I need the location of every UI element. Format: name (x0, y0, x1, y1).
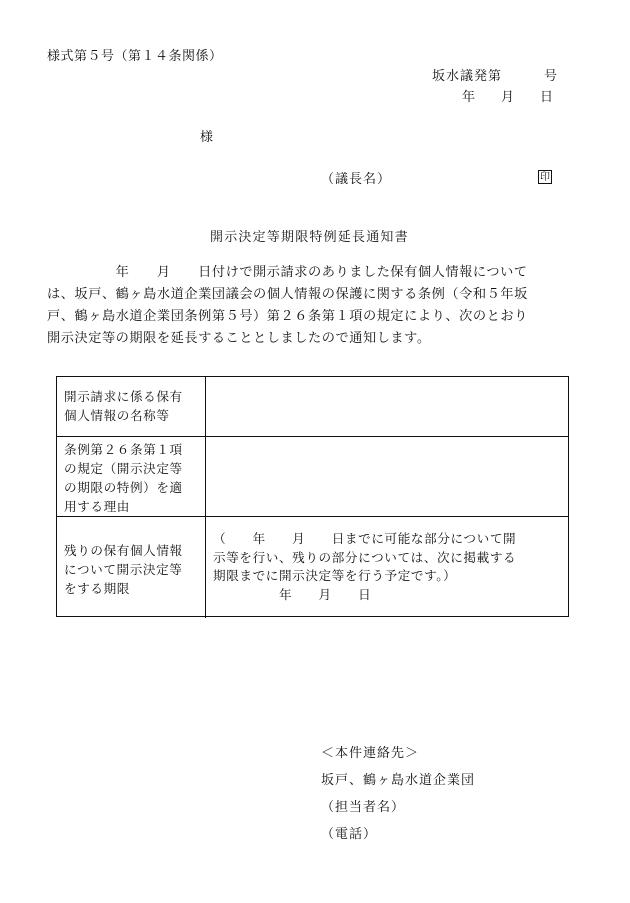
row-label: 開示請求に係る保有 個人情報の名称等 (57, 377, 206, 436)
contact-heading: ＜本件連絡先＞ (321, 746, 420, 761)
contact-organization: 坂戸、鶴ヶ島水道企業団 (321, 773, 476, 788)
body-paragraph (47, 262, 587, 350)
body-line: は、坂戸、鶴ヶ島水道企業団議会の個人情報の保護に関する条例（令和５年坂 (47, 287, 528, 302)
sender-title: （議長名） (321, 172, 392, 187)
info-table (56, 376, 569, 617)
contact-person: （担当者名） (321, 800, 406, 815)
addressee-honorific: 様 (200, 130, 214, 145)
table-row-reason (57, 436, 568, 517)
form-number: 様式第５号（第１４条関係） (47, 49, 223, 64)
table-row-deadline (57, 516, 568, 618)
contact-phone: （電話） (321, 827, 378, 842)
table-row-requested-info (57, 377, 568, 436)
row-value-empty (207, 437, 568, 517)
body-line: 戸、鶴ヶ島水道企業団条例第５号）第２６条第１項の規定により、次のとおり (47, 309, 528, 324)
body-line: 開示決定等の期限を延長することとしましたので通知します。 (47, 331, 431, 346)
row-label: 残りの保有個人情報 について開示決定等 をする期限 (57, 517, 206, 618)
document-date: 年 月 日 (462, 90, 554, 105)
contact-block (321, 742, 475, 850)
seal-mark: 印 (540, 172, 550, 183)
body-line: 年 月 日付けで開示請求のありました保有個人情報について (47, 265, 528, 280)
row-value-empty (207, 377, 568, 436)
document-title: 開示決定等期限特例延長通知書 (210, 230, 409, 245)
row-label: 条例第２６条第１項 の規定（開示決定等 の期限の特例）を適 用する理由 (57, 437, 206, 517)
deadline-details: （ 年 月 日までに可能な部分について開 示等を行い、残りの部分については、次に掲載する 期限までに開示決定等を行う予定です。） 年 月 日 (213, 531, 517, 602)
document-number: 坂水議発第 号 (432, 69, 559, 84)
